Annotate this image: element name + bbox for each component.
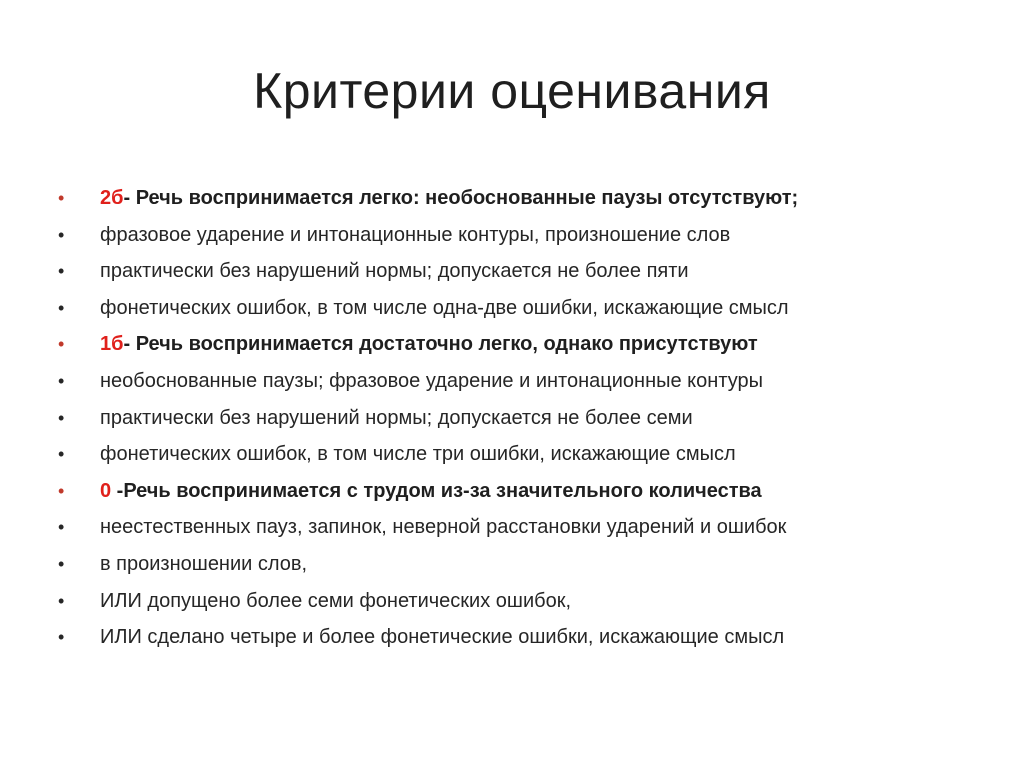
slide-title: Критерии оценивания xyxy=(253,63,771,119)
list-item xyxy=(58,363,988,400)
list-item xyxy=(58,400,988,437)
criteria-item-0 xyxy=(58,473,988,510)
criteria-text: фразовое ударение и интонационные контуры, произношение слов xyxy=(100,223,731,246)
bullet-icon: • xyxy=(58,590,65,611)
criteria-list xyxy=(58,180,988,656)
score-label: 0 xyxy=(100,479,112,502)
criteria-text: фонетических ошибок, в том числе одна-две ошибки, искажающие смысл xyxy=(100,296,789,319)
criteria-text: -Речь воспринимается с трудом из-за значительного количества xyxy=(111,479,762,502)
bullet-icon: • xyxy=(58,480,65,501)
bullet-icon: • xyxy=(58,334,65,355)
list-item xyxy=(58,509,988,546)
bullet-icon: • xyxy=(58,407,65,428)
bullet-icon: • xyxy=(58,224,65,245)
bullet-icon: • xyxy=(58,297,65,318)
criteria-item-2b xyxy=(58,180,988,217)
bullet-icon: • xyxy=(58,517,65,538)
bullet-icon: • xyxy=(58,261,65,282)
criteria-text: в произношении слов, xyxy=(100,552,308,575)
criteria-text: ИЛИ сделано четыре и более фонетические ошибки, искажающие смысл xyxy=(100,626,785,649)
list-item xyxy=(58,217,988,254)
list-item xyxy=(58,546,988,583)
criteria-text: необоснованные паузы; фразовое ударение и интонационные контуры xyxy=(100,369,763,392)
criteria-text: - Речь воспринимается достаточно легко, однако присутствуют xyxy=(123,333,758,356)
criteria-text: практически без нарушений нормы; допускается не более семи xyxy=(100,406,693,429)
score-label: 2б xyxy=(100,187,124,209)
score-label: 1б xyxy=(100,333,124,356)
criteria-text: - Речь воспринимается легко: необоснованные паузы отсутствуют; xyxy=(123,187,799,209)
bullet-icon: • xyxy=(58,553,65,574)
bullet-icon: • xyxy=(58,370,65,391)
list-item xyxy=(58,253,988,290)
list-item xyxy=(58,290,988,327)
list-item xyxy=(58,619,988,656)
criteria-text: ИЛИ допущено более семи фонетических ошибок, xyxy=(100,589,572,612)
criteria-item-1b xyxy=(58,326,988,363)
criteria-text: практически без нарушений нормы; допускается не более пяти xyxy=(100,260,689,283)
criteria-text: неестественных пауз, запинок, неверной расстановки ударений и ошибок xyxy=(100,516,787,539)
list-item xyxy=(58,436,988,473)
list-item xyxy=(58,583,988,620)
bullet-icon: • xyxy=(58,627,65,648)
bullet-icon: • xyxy=(58,188,65,208)
bullet-icon: • xyxy=(58,444,65,465)
criteria-text: фонетических ошибок, в том числе три ошибки, искажающие смысл xyxy=(100,443,736,466)
